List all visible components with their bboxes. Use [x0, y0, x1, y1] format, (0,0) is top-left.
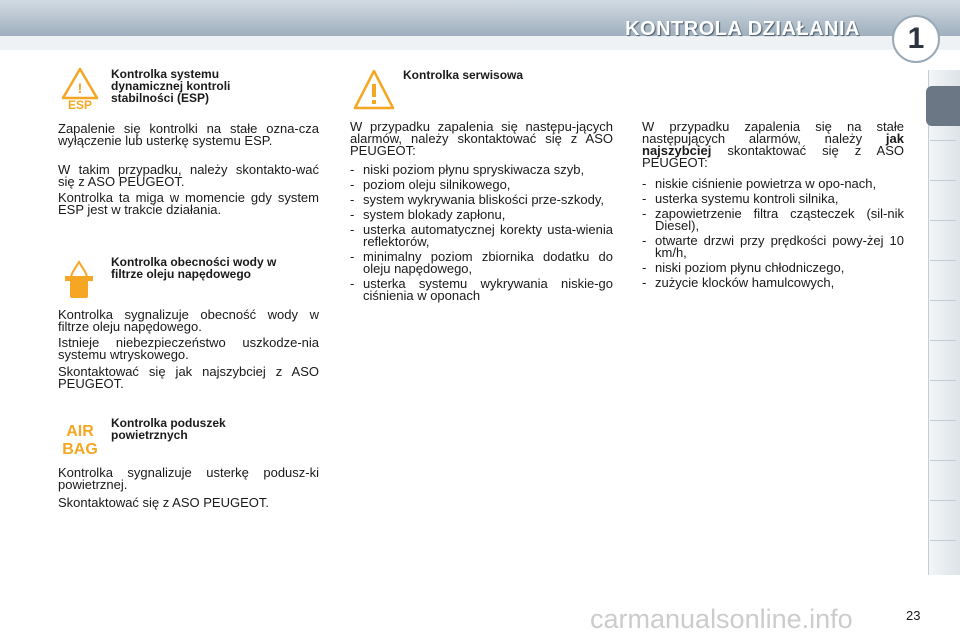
chapter-tab-divider [930, 140, 956, 141]
urgent-alarm-list [642, 178, 904, 292]
chapter-tab-divider [930, 260, 956, 261]
chapter-tab-divider [930, 220, 956, 221]
list-item: - niski poziom płynu spryskiwacza szyb, [350, 164, 613, 176]
watermark: carmanualsonline.info [590, 604, 853, 634]
list-item: - usterka systemu kontroli silnika, [642, 193, 904, 205]
water-filter-paragraph: Istnieje niebezpieczeństwo uszkodze-nia systemu wtryskowego. [58, 335, 319, 362]
esp-paragraph: Kontrolka ta miga w momencie gdy system ESP jest w trakcie działania. [58, 190, 319, 217]
esp-section-title: Kontrolka systemu dynamicznej kontroli stabilności (ESP) [111, 67, 231, 105]
page-title: KONTROLA DZIAŁANIA [625, 18, 860, 40]
airbag-paragraph: Kontrolka sygnalizuje usterkę podusz-ki powietrznej. [58, 465, 319, 492]
esp-warning-icon [60, 66, 100, 110]
chapter-tab-divider [930, 340, 956, 341]
svg-text:AIR: AIR [66, 423, 94, 440]
list-item: - minimalny poziom zbiornika dodatku do oleju napędowego, [350, 251, 613, 275]
water-filter-section-title: Kontrolka obecności wody w filtrze oleju napędowego [111, 255, 277, 281]
svg-text:ESP: ESP [67, 98, 93, 110]
chapter-tab-divider [930, 300, 956, 301]
service-intro: W przypadku zapalenia się następu-jących alarmów, należy skontaktować się z ASO PEUGEOT: [350, 119, 613, 158]
list-item: - niskie ciśnienie powietrza w opo-nach, [642, 178, 904, 190]
intro-text: skontaktować się z ASO PEUGEOT: [642, 143, 904, 170]
list-item: - zużycie klocków hamulcowych, [642, 277, 904, 289]
water-in-diesel-filter-icon [62, 260, 96, 300]
list-item: - otwarte drzwi przy prędkości powy-żej 10 km/h, [642, 235, 904, 259]
chapter-tab-divider [930, 460, 956, 461]
service-warning-triangle-icon [352, 68, 396, 112]
chapter-tab-divider [930, 380, 956, 381]
service-section-title: Kontrolka serwisowa [403, 68, 524, 82]
water-filter-paragraph: Skontaktować się jak najszybciej z ASO PEUGEOT. [58, 364, 319, 391]
list-item: - poziom oleju silnikowego, [350, 179, 613, 191]
list-item: - usterka systemu wykrywania niskie-go ciśnienia w oponach [350, 278, 613, 302]
list-item: - zapowietrzenie filtra cząsteczek (sil-nik Diesel), [642, 208, 904, 232]
list-item: - niski poziom płynu chłodniczego, [642, 262, 904, 274]
chapter-number-badge: 1 [892, 15, 940, 63]
chapter-tab-divider [930, 180, 956, 181]
service-alarm-list [350, 164, 613, 305]
svg-text:!: ! [77, 80, 83, 96]
chapter-tab-divider [930, 420, 956, 421]
intro-emphasis: jak najszybciej [642, 131, 904, 158]
svg-text:BAG: BAG [62, 441, 98, 458]
list-item: - system wykrywania bliskości prze-szkody, [350, 194, 613, 206]
airbag-warning-icon [60, 420, 100, 458]
list-item: - usterka automatycznej korekty usta-wienia reflektorów, [350, 224, 613, 248]
urgent-alarm-intro [642, 121, 904, 169]
chapter-tab-divider [930, 500, 956, 501]
water-filter-paragraph: Kontrolka sygnalizuje obecność wody w filtrze oleju napędowego. [58, 307, 319, 334]
chapter-tab-divider [930, 540, 956, 541]
airbag-paragraph: Skontaktować się z ASO PEUGEOT. [58, 495, 269, 510]
list-item: - system blokady zapłonu, [350, 209, 613, 221]
esp-paragraph: Zapalenie się kontrolki na stałe ozna-cza wyłączenie lub usterkę systemu ESP. [58, 121, 319, 148]
page-number: 23 [906, 608, 921, 623]
airbag-section-title: Kontrolka poduszek powietrznych [111, 416, 226, 442]
esp-paragraph: W takim przypadku, należy skontakto-wać się z ASO PEUGEOT. [58, 162, 319, 189]
intro-text: W przypadku zapalenia się na stałe następujących alarmów, należy [642, 119, 904, 146]
chapter-tab-active[interactable] [926, 86, 960, 126]
